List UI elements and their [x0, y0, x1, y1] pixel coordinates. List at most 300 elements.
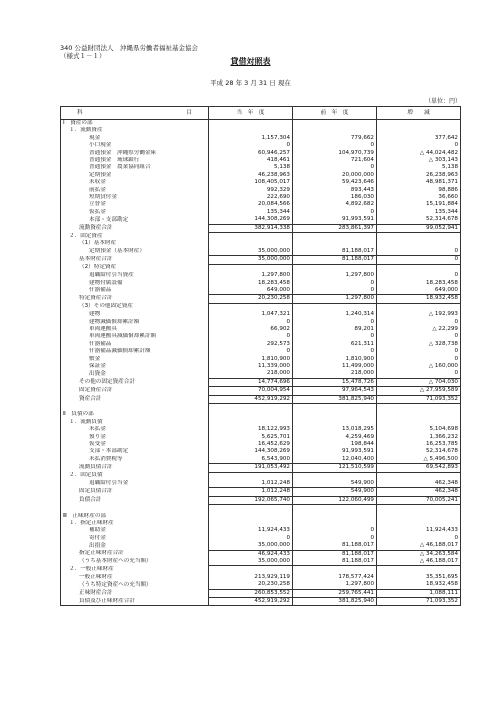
table-row — [61, 209, 461, 216]
account-name-cell: 基本財産合計 — [61, 256, 209, 264]
table-row — [61, 356, 461, 363]
table-row — [61, 303, 461, 311]
change-cell — [377, 472, 461, 480]
account-name-cell: （3）その他固定資産 — [61, 303, 209, 311]
account-name-cell: 固定負債合計 — [61, 488, 209, 496]
account-name-cell: ２．固定資産 — [61, 233, 209, 241]
prior-year-cell: 1,297,800 — [293, 581, 377, 589]
account-name-cell: 出資金 — [61, 370, 209, 378]
table-row — [61, 319, 461, 326]
table-row — [61, 341, 461, 348]
table-row — [61, 295, 461, 303]
table-row — [61, 256, 461, 264]
prior-year-cell: 81,188,017 — [293, 542, 377, 550]
account-name-cell: （うち基本財産への充当額） — [61, 558, 209, 566]
table-row — [61, 419, 461, 426]
prior-year-cell — [293, 264, 377, 272]
change-cell — [377, 233, 461, 241]
prior-year-cell: 0 — [293, 280, 377, 287]
column-header-current-year: 当 年 度 — [209, 107, 293, 120]
change-cell: △ 192,993 — [377, 311, 461, 318]
account-name-cell: １．指定正味財産 — [61, 520, 209, 527]
prior-year-cell: 4,259,469 — [293, 434, 377, 441]
document-title: 貸借対照表 — [230, 57, 271, 66]
change-cell — [377, 513, 461, 520]
account-name-cell: １．流動負債 — [61, 419, 209, 426]
account-name-cell: Ⅱ 負債の部 — [61, 411, 209, 418]
table-row — [61, 505, 461, 513]
account-name-cell: 什器備品 — [61, 341, 209, 348]
account-name-cell: 補助金 — [61, 527, 209, 534]
current-year-cell: 35,000,000 — [209, 542, 293, 550]
table-row — [61, 387, 461, 395]
current-year-cell: 260,853,552 — [209, 589, 293, 597]
change-cell: 35,351,695 — [377, 574, 461, 581]
table-row — [61, 179, 461, 186]
prior-year-cell: 4,892,682 — [293, 201, 377, 208]
current-year-cell: 35,000,000 — [209, 558, 293, 566]
account-name-cell: 固定資産合計 — [61, 387, 209, 395]
change-cell: △ 22,299 — [377, 326, 461, 333]
prior-year-cell: 721,604 — [293, 157, 377, 164]
table-row — [61, 527, 461, 534]
table-row — [61, 363, 461, 370]
account-name-cell: 指定正味財産合計 — [61, 550, 209, 558]
current-year-cell: 144,308,269 — [209, 448, 293, 455]
prior-year-cell — [293, 472, 377, 480]
change-cell: 0 — [377, 356, 461, 363]
prior-year-cell: 91,993,591 — [293, 216, 377, 224]
table-row — [61, 535, 461, 542]
current-year-cell — [209, 566, 293, 574]
table-row — [61, 224, 461, 232]
account-name-cell: 未払消費税等 — [61, 456, 209, 464]
prior-year-cell — [293, 240, 377, 247]
change-cell: 0 — [377, 248, 461, 256]
column-header-account: 科 目 — [61, 107, 209, 120]
account-name-cell: Ⅰ 資産の部 — [61, 120, 209, 128]
current-year-cell: 1,047,321 — [209, 311, 293, 318]
current-year-cell: 0 — [209, 535, 293, 542]
balance-sheet-table — [60, 106, 461, 606]
table-row — [61, 456, 461, 464]
current-year-cell: 11,924,433 — [209, 527, 293, 534]
prior-year-cell: 122,060,499 — [293, 496, 377, 504]
change-cell: 18,932,458 — [377, 581, 461, 589]
prior-year-cell: 198,844 — [293, 441, 377, 448]
prior-year-cell: 91,993,591 — [293, 448, 377, 455]
change-cell: 377,642 — [377, 135, 461, 142]
table-row — [61, 172, 461, 179]
account-name-cell: 退職給付引当金 — [61, 480, 209, 488]
form-number: （様式１－１） — [60, 52, 106, 60]
table-row — [61, 272, 461, 279]
table-row — [61, 150, 461, 157]
table-row — [61, 496, 461, 504]
change-cell: 0 — [377, 142, 461, 149]
current-year-cell: 192,065,740 — [209, 496, 293, 504]
current-year-cell: 0 — [209, 348, 293, 355]
table-row — [61, 311, 461, 318]
account-name-cell: 負債及び正味財産合計 — [61, 598, 209, 606]
change-cell: 462,348 — [377, 488, 461, 496]
prior-year-cell — [293, 127, 377, 134]
change-cell: 26,238,963 — [377, 172, 461, 179]
current-year-cell: 5,138 — [209, 164, 293, 171]
change-cell: 99,052,941 — [377, 224, 461, 232]
prior-year-cell: 0 — [293, 527, 377, 534]
prior-year-cell: 15,478,726 — [293, 378, 377, 386]
current-year-cell: 218,000 — [209, 370, 293, 378]
current-year-cell: 35,000,000 — [209, 248, 293, 256]
account-name-cell: 特定資産合計 — [61, 295, 209, 303]
change-cell — [377, 240, 461, 247]
table-body — [61, 120, 461, 606]
prior-year-cell — [293, 403, 377, 411]
change-cell: △ 160,000 — [377, 363, 461, 370]
account-name-cell: 支部・本部勘定 — [61, 448, 209, 455]
prior-year-cell: 0 — [293, 209, 377, 216]
account-name-cell: 車両運搬具 — [61, 326, 209, 333]
account-name-cell: （うち特定資産への充当額） — [61, 581, 209, 589]
table-row — [61, 441, 461, 448]
change-cell: 52,314,678 — [377, 448, 461, 455]
change-cell: 5,104,698 — [377, 426, 461, 433]
current-year-cell: 11,339,000 — [209, 363, 293, 370]
current-year-cell — [209, 419, 293, 426]
prior-year-cell: 81,188,017 — [293, 558, 377, 566]
current-year-cell: 1,810,900 — [209, 356, 293, 363]
prior-year-cell: 0 — [293, 287, 377, 295]
account-name-cell: 車両運搬具減価償却累計額 — [61, 333, 209, 340]
prior-year-cell — [293, 419, 377, 426]
table-row — [61, 464, 461, 472]
account-name-cell: 出捐金 — [61, 542, 209, 550]
current-year-cell — [209, 472, 293, 480]
prior-year-cell: 779,662 — [293, 135, 377, 142]
account-name-cell: ２．固定負債 — [61, 472, 209, 480]
prior-year-cell: 0 — [293, 142, 377, 149]
table-row — [61, 248, 461, 256]
prior-year-cell: 13,018,295 — [293, 426, 377, 433]
table-row — [61, 240, 461, 247]
table-row — [61, 411, 461, 418]
change-cell: △ 704,030 — [377, 378, 461, 386]
current-year-cell — [209, 411, 293, 418]
account-name-cell: 小口現金 — [61, 142, 209, 149]
current-year-cell: 20,230,258 — [209, 581, 293, 589]
change-cell: △ 27,959,589 — [377, 387, 461, 395]
current-year-cell: 191,053,492 — [209, 464, 293, 472]
current-year-cell: 46,924,433 — [209, 550, 293, 558]
table-row — [61, 370, 461, 378]
table-row — [61, 589, 461, 597]
table-row — [61, 333, 461, 340]
current-year-cell: 452,919,292 — [209, 598, 293, 606]
table-row — [61, 472, 461, 480]
current-year-cell: 18,122,993 — [209, 426, 293, 433]
current-year-cell — [209, 120, 293, 128]
prior-year-cell: 0 — [293, 348, 377, 355]
account-name-cell: Ⅲ 正味財産の部 — [61, 513, 209, 520]
account-name-cell: 未収金 — [61, 179, 209, 186]
current-year-cell — [209, 240, 293, 247]
prior-year-cell: 549,900 — [293, 480, 377, 488]
table-row — [61, 348, 461, 355]
change-cell: 69,542,893 — [377, 464, 461, 472]
prior-year-cell — [293, 233, 377, 241]
account-name-cell: 正味財産合計 — [61, 589, 209, 597]
current-year-cell: 0 — [209, 333, 293, 340]
as-of-date: 平成 28 年 3 月 31 日 現在 — [210, 79, 291, 87]
table-header-row — [61, 107, 461, 120]
change-cell: 18,283,458 — [377, 280, 461, 287]
prior-year-cell: 59,423,646 — [293, 179, 377, 186]
change-cell: 16,253,785 — [377, 441, 461, 448]
change-cell: 0 — [377, 370, 461, 378]
account-name-cell: 什器備品 — [61, 287, 209, 295]
table-row — [61, 187, 461, 194]
change-cell — [377, 264, 461, 272]
prior-year-cell: 0 — [293, 319, 377, 326]
current-year-cell — [209, 127, 293, 134]
account-name-cell: （1）基本財産 — [61, 240, 209, 247]
table-row — [61, 480, 461, 488]
current-year-cell: 18,283,458 — [209, 280, 293, 287]
table-row — [61, 127, 461, 134]
change-cell: 52,314,678 — [377, 216, 461, 224]
change-cell: △ 34,263,584 — [377, 550, 461, 558]
current-year-cell: 70,004,954 — [209, 387, 293, 395]
table-row — [61, 216, 461, 224]
change-cell: 0 — [377, 272, 461, 279]
current-year-cell: 6,543,900 — [209, 456, 293, 464]
column-header-prior-year: 前 年 度 — [293, 107, 377, 120]
change-cell: 0 — [377, 256, 461, 264]
table-row — [61, 135, 461, 142]
org-name: 340 公益財団法人 沖縄県労働者福祉基金協会 — [60, 44, 198, 52]
account-name-cell: 定期預金（基本財産） — [61, 248, 209, 256]
current-year-cell: 1,297,800 — [209, 272, 293, 279]
table-row — [61, 550, 461, 558]
current-year-cell: 108,405,017 — [209, 179, 293, 186]
current-year-cell: 46,238,963 — [209, 172, 293, 179]
change-cell — [377, 419, 461, 426]
change-cell: 0 — [377, 535, 461, 542]
prior-year-cell: 893,443 — [293, 187, 377, 194]
prior-year-cell: 0 — [293, 535, 377, 542]
current-year-cell — [209, 264, 293, 272]
account-name-cell: 仮払金 — [61, 209, 209, 216]
account-name-cell: 普通預金 琉球銀行 — [61, 157, 209, 164]
account-name-cell: １．流動資産 — [61, 127, 209, 134]
account-name-cell: 建物 — [61, 311, 209, 318]
current-year-cell: 1,012,248 — [209, 488, 293, 496]
change-cell — [377, 520, 461, 527]
table-row — [61, 574, 461, 581]
prior-year-cell — [293, 505, 377, 513]
current-year-cell: 20,084,566 — [209, 201, 293, 208]
change-cell — [377, 303, 461, 311]
account-name-cell: 流動資産合計 — [61, 224, 209, 232]
current-year-cell — [209, 513, 293, 520]
current-year-cell: 60,946,257 — [209, 150, 293, 157]
table-row — [61, 403, 461, 411]
prior-year-cell — [293, 303, 377, 311]
account-name-cell: 普通預金 農業協同組合 — [61, 164, 209, 171]
account-name-cell: 未払金 — [61, 426, 209, 433]
prior-year-cell: 259,765,441 — [293, 589, 377, 597]
table-row — [61, 194, 461, 201]
current-year-cell — [209, 520, 293, 527]
table-row — [61, 120, 461, 128]
unit-label: （単位：円） — [424, 98, 461, 105]
table-row — [61, 488, 461, 496]
change-cell: 11,924,433 — [377, 527, 461, 534]
change-cell: 18,932,458 — [377, 295, 461, 303]
prior-year-cell: 81,188,017 — [293, 256, 377, 264]
account-name-cell: 什器備品減価償却累計額 — [61, 348, 209, 355]
prior-year-cell: 81,188,017 — [293, 550, 377, 558]
current-year-cell: 1,157,304 — [209, 135, 293, 142]
account-name-cell — [61, 403, 209, 411]
current-year-cell: 20,230,258 — [209, 295, 293, 303]
current-year-cell — [209, 403, 293, 411]
table-row — [61, 164, 461, 171]
table-row — [61, 287, 461, 295]
current-year-cell: 213,929,119 — [209, 574, 293, 581]
current-year-cell — [209, 505, 293, 513]
prior-year-cell — [293, 513, 377, 520]
account-name-cell: 建物付属設備 — [61, 280, 209, 287]
account-name-cell: ２．一般正味財産 — [61, 566, 209, 574]
change-cell: 1,088,111 — [377, 589, 461, 597]
change-cell: 15,191,884 — [377, 201, 461, 208]
table-row — [61, 542, 461, 550]
current-year-cell: 135,344 — [209, 209, 293, 216]
prior-year-cell: 89,201 — [293, 326, 377, 333]
account-name-cell: 負債合計 — [61, 496, 209, 504]
change-cell: 0 — [377, 348, 461, 355]
table-row — [61, 598, 461, 606]
prior-year-cell: 1,297,800 — [293, 295, 377, 303]
account-name-cell: 預り金 — [61, 434, 209, 441]
change-cell: △ 328,738 — [377, 341, 461, 348]
current-year-cell: 14,774,696 — [209, 378, 293, 386]
current-year-cell: 992,329 — [209, 187, 293, 194]
table-row — [61, 581, 461, 589]
account-name-cell — [61, 505, 209, 513]
prior-year-cell: 11,499,000 — [293, 363, 377, 370]
prior-year-cell — [293, 411, 377, 418]
current-year-cell: 418,461 — [209, 157, 293, 164]
prior-year-cell: 121,510,599 — [293, 464, 377, 472]
change-cell: 98,886 — [377, 187, 461, 194]
prior-year-cell — [293, 566, 377, 574]
current-year-cell — [209, 233, 293, 241]
change-cell: 5,138 — [377, 164, 461, 171]
account-name-cell: 退職給付引当資産 — [61, 272, 209, 279]
change-cell: △ 46,188,017 — [377, 542, 461, 550]
table-row — [61, 566, 461, 574]
table-row — [61, 558, 461, 566]
current-year-cell: 16,452,629 — [209, 441, 293, 448]
prior-year-cell: 97,964,543 — [293, 387, 377, 395]
account-name-cell: その他の固定資産合計 — [61, 378, 209, 386]
prior-year-cell: 0 — [293, 164, 377, 171]
prior-year-cell — [293, 120, 377, 128]
prior-year-cell — [293, 520, 377, 527]
change-cell: 36,660 — [377, 194, 461, 201]
account-name-cell: 仮受金 — [61, 441, 209, 448]
prior-year-cell: 1,297,800 — [293, 272, 377, 279]
account-name-cell: 一般正味財産 — [61, 574, 209, 581]
prior-year-cell: 218,000 — [293, 370, 377, 378]
table-row — [61, 378, 461, 386]
change-cell: △ 303,143 — [377, 157, 461, 164]
current-year-cell — [209, 303, 293, 311]
change-cell: △ 46,188,017 — [377, 558, 461, 566]
account-name-cell: 保証金 — [61, 363, 209, 370]
table-row — [61, 201, 461, 208]
prior-year-cell: 104,970,739 — [293, 150, 377, 157]
current-year-cell: 0 — [209, 319, 293, 326]
current-year-cell: 35,000,000 — [209, 256, 293, 264]
table-row — [61, 157, 461, 164]
change-cell: 462,348 — [377, 480, 461, 488]
change-cell: △ 44,024,482 — [377, 150, 461, 157]
table-row — [61, 434, 461, 441]
change-cell: 70,005,241 — [377, 496, 461, 504]
current-year-cell: 66,902 — [209, 326, 293, 333]
account-name-cell: （2）特定資産 — [61, 264, 209, 272]
prior-year-cell: 81,188,017 — [293, 248, 377, 256]
table-row — [61, 513, 461, 520]
prior-year-cell: 178,577,424 — [293, 574, 377, 581]
change-cell: 0 — [377, 333, 461, 340]
prior-year-cell: 0 — [293, 333, 377, 340]
current-year-cell: 5,625,701 — [209, 434, 293, 441]
change-cell: 71,093,352 — [377, 395, 461, 403]
column-header-change: 増 減 — [377, 107, 461, 120]
change-cell: △ 5,496,500 — [377, 456, 461, 464]
table-row — [61, 326, 461, 333]
table-row — [61, 395, 461, 403]
prior-year-cell: 549,900 — [293, 488, 377, 496]
table-row — [61, 142, 461, 149]
prior-year-cell: 186,030 — [293, 194, 377, 201]
current-year-cell: 382,914,338 — [209, 224, 293, 232]
table-row — [61, 448, 461, 455]
account-name-cell: 立替金 — [61, 201, 209, 208]
prior-year-cell: 621,311 — [293, 341, 377, 348]
account-name-cell: 寄付金 — [61, 535, 209, 542]
prior-year-cell: 1,240,314 — [293, 311, 377, 318]
prior-year-cell: 20,000,000 — [293, 172, 377, 179]
table-row — [61, 280, 461, 287]
change-cell: 649,000 — [377, 287, 461, 295]
prior-year-cell: 381,825,940 — [293, 395, 377, 403]
account-name-cell: 短期貸付金 — [61, 194, 209, 201]
change-cell: 135,344 — [377, 209, 461, 216]
current-year-cell: 0 — [209, 142, 293, 149]
change-cell: 48,981,371 — [377, 179, 461, 186]
change-cell — [377, 127, 461, 134]
prior-year-cell: 381,825,940 — [293, 598, 377, 606]
current-year-cell: 222,690 — [209, 194, 293, 201]
account-name-cell: 建物減価償却累計額 — [61, 319, 209, 326]
account-name-cell: 現金 — [61, 135, 209, 142]
